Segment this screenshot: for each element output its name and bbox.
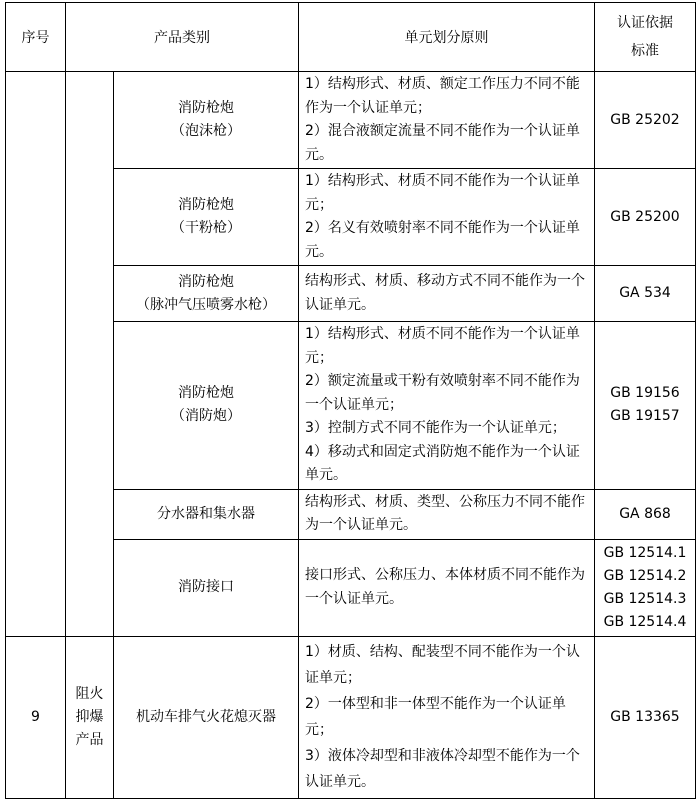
rule-cell [299, 169, 595, 266]
standard-code: GA 534 [619, 285, 671, 301]
product-name-cell: 机动车排气火花熄灭器 [114, 636, 299, 798]
standard-code: GB 12514.4 [603, 613, 687, 630]
rule-cell [299, 539, 595, 636]
standard-code: GB 12514.2 [603, 567, 687, 584]
rule-item: 1）结构形式、材质、额定工作压力不同不能作为一个认证单元； [305, 76, 580, 116]
standard-code: GB 25200 [610, 208, 680, 225]
header-standard-line1: 认证依据 [617, 15, 673, 31]
rule-item: 3）控制方式不同不能作为一个认证单元； [305, 420, 566, 436]
rule-item: 结构形式、材质、移动方式不同不能作为一个认证单元。 [305, 273, 585, 313]
standard-cell [595, 489, 696, 539]
product-name-line: （消防炮） [171, 408, 241, 425]
category-line: 抑爆 [75, 708, 104, 725]
header-seq: 序号 [6, 3, 66, 72]
rule-item: 1）结构形式、材质不同不能作为一个认证单元； [305, 326, 580, 366]
product-name-line: 分水器和集水器 [157, 505, 255, 522]
product-name-cell [114, 322, 299, 490]
rule-item: 2）混合液额定流量不同不能作为一个认证单元。 [305, 123, 580, 163]
rule-item: 4）移动式和固定式消防炮不能作为一个认证单元。 [305, 443, 580, 483]
product-name-line: 消防枪炮 [178, 385, 234, 402]
rule-item: 接口形式、公称压力、本体材质不同不能作为一个认证单元。 [305, 567, 585, 607]
standard-code: GB 12514.3 [603, 590, 687, 607]
table-row [6, 72, 696, 169]
category-line: 阻火 [75, 685, 104, 702]
standard-code: GB 19157 [610, 408, 680, 425]
standard-cell [595, 539, 696, 636]
product-name-line: 消防枪炮 [178, 100, 234, 116]
standard-cell [595, 322, 696, 490]
standard-code: GB 12514.1 [603, 544, 687, 561]
rule-item: 结构形式、材质、类型、公称压力不同不能作为一个认证单元。 [305, 493, 585, 533]
certification-unit-table [5, 2, 696, 799]
header-standard [595, 3, 696, 72]
rule-item: 1）材质、结构、配装型不同不能作为一个认证单元； [305, 644, 580, 686]
rule-item: 3）液体冷却型和非液体冷却型不能作为一个认证单元。 [305, 748, 580, 790]
rule-item: 2）一体型和非一体型不能作为一个认证单元； [305, 696, 566, 738]
rule-cell [299, 489, 595, 539]
product-name-line: 消防枪炮 [178, 273, 234, 290]
standard-cell [595, 72, 696, 169]
product-name-line: 消防接口 [178, 579, 234, 595]
product-name-line: （脉冲气压喷雾水枪） [136, 296, 276, 313]
rule-cell [299, 266, 595, 322]
header-standard-line2: 标准 [631, 43, 659, 59]
standard-cell: GB 13365 [595, 636, 696, 798]
product-name-cell [114, 266, 299, 322]
category-line: 产品 [75, 731, 104, 748]
seq-cell: 9 [6, 636, 66, 798]
header-rule: 单元划分原则 [299, 3, 595, 72]
rule-cell [299, 322, 595, 490]
product-name-cell [114, 72, 299, 169]
rule-cell [299, 72, 595, 169]
standard-code: GB 25202 [610, 111, 680, 128]
product-name-cell [114, 539, 299, 636]
standard-cell [595, 266, 696, 322]
product-name-cell [114, 169, 299, 266]
rule-item: 1）结构形式、材质不同不能作为一个认证单元； [305, 173, 580, 213]
product-name-line: （干粉枪） [171, 220, 241, 236]
product-name-line: 消防枪炮 [178, 197, 234, 213]
table-header-row [6, 3, 696, 72]
product-name-line: （泡沫枪） [171, 123, 241, 139]
standard-cell [595, 169, 696, 266]
rule-item: 2）名义有效喷射率不同不能作为一个认证单元。 [305, 220, 580, 260]
seq-cell-empty [6, 72, 66, 637]
standard-code: GA 868 [619, 505, 671, 522]
header-category: 产品类别 [66, 3, 299, 72]
product-name-cell [114, 489, 299, 539]
standard-code: GB 19156 [610, 385, 680, 402]
category-cell-empty [66, 72, 114, 637]
rule-item: 2）额定流量或干粉有效喷射率不同不能作为一个认证单元； [305, 373, 580, 413]
